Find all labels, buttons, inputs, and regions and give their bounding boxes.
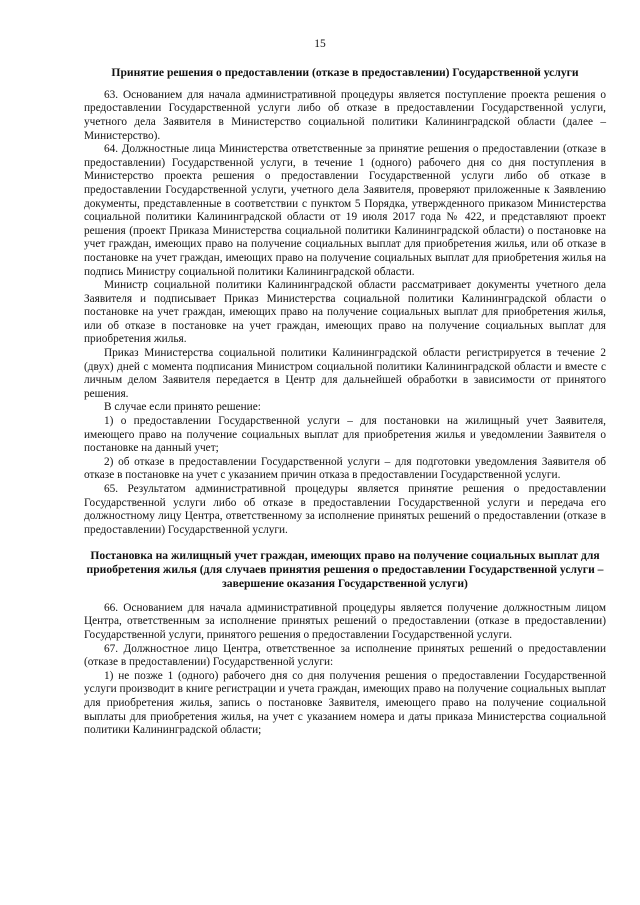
paragraph-order-registration: Приказ Министерства социальной политики Калининградской области регистрируется в течение 2 (двух) дней с момента подписания Министром социальной политики Калининградской области и вместе с личным делом Заявителя передается в Центр для дальнейшей обработки в зависимости от принятого решения. xyxy=(84,347,606,400)
section-heading-decision: Принятие решения о предоставлении (отказе в предоставлении) Государственной услуги xyxy=(111,66,579,79)
paragraph-if-decision: В случае если принято решение: xyxy=(104,401,261,414)
section-heading-registration: Постановка на жилищный учет граждан, имеющих право на получение социальных выплат для приобретения жилья (для случаев принятия решения о предоставлении Государственной услуги – завершение оказания Государственной услуги) xyxy=(86,549,604,590)
paragraph-66: 66. Основанием для начала административной процедуры является получение должностным лицом Центра, ответственным за исполнение принятых решений о предоставлении (отказе в предоставлении) Государственной услуги, принятого решения о предоставлении Государственной услуги. xyxy=(84,601,606,641)
paragraph-65: 65. Результатом административной процедуры является принятие решения о предоставлении Государственной услуги либо об отказе в предоставлении Государственной услуги и передача его должностному лицу Центра, ответственному за исполнение принятых решений о предоставлении (отказе в предоставлении) Государственной услуги. xyxy=(84,483,606,536)
paragraph-63: 63. Основанием для начала административной процедуры является поступление проекта решения о предоставлении Государственной услуги либо об отказе в предоставлении Государственной услуги, учетного дела Заявителя в Министерство социальной политики Калининградской области (далее – Министерство). xyxy=(84,88,606,142)
paragraph-67: 67. Должностное лицо Центра, ответственное за исполнение принятых решений о предоставлении (отказе в предоставлении) Государственной услуги: xyxy=(84,642,606,669)
list-item-67-1: 1) не позже 1 (одного) рабочего дня со дня получения решения о предоставлении Государственной услуги производит в книге регистрации и учета граждан, имеющих право на получение социальных выплат для приобретения жилья, запись о постановке Заявителя, имеющего право на получение социальной выплаты для приобретения жилья, на учет с указанием номера и даты приказа Министерства социальной политики Калининградской области; xyxy=(84,669,606,737)
paragraph-64: 64. Должностные лица Министерства ответственные за принятие решения о предоставлении (отказе в предоставлении) Государственной услуги, в течение 1 (одного) рабочего дня со дня поступления в Министерство проекта решения о предоставлении Государственной услуги либо об отказе в предоставлении Государственной услуги, учетного дела Заявителя, проверяют приложенные к Заявлению документы, представленные в соответствии с пунктом 5 Порядка, утвержденного приказом Министерства социальной политики Калининградской области от 19 июля 2017 года № 422, и представляют проект решения (проект Приказа Министерства социальной политики Калининградской области) о постановке на учет граждан, имеющих право на получение социальных выплат для приобретения жилья, или об отказе в постановке на учет граждан, имеющих право на получение социальных выплат для приобретения жилья на подпись Министру социальной политики Калининградской области. xyxy=(84,143,606,278)
list-item-2: 2) об отказе в предоставлении Государственной услуги – для подготовки уведомления Заявителя об отказе в постановке на учет с указанием причин отказа в предоставлении Государственной услуги. xyxy=(84,455,606,482)
paragraph-minister-review: Министр социальной политики Калининградской области рассматривает документы учетного дела Заявителя и подписывает Приказ Министерства социальной политики Калининградской области о постановке на учет граждан, имеющих право на получение социальных выплат для приобретения жилья, или об отказе в постановке на учет граждан, имеющих право на получение социальных выплат для приобретения жилья. xyxy=(84,279,606,346)
list-item-1: 1) о предоставлении Государственной услуги – для постановки на жилищный учет Заявителя, имеющего право на получение социальных выплат для приобретения жилья и уведомлении Заявителя о постановке на данный учет; xyxy=(84,415,606,455)
page-number: 15 xyxy=(314,38,326,50)
page-content xyxy=(84,66,606,738)
